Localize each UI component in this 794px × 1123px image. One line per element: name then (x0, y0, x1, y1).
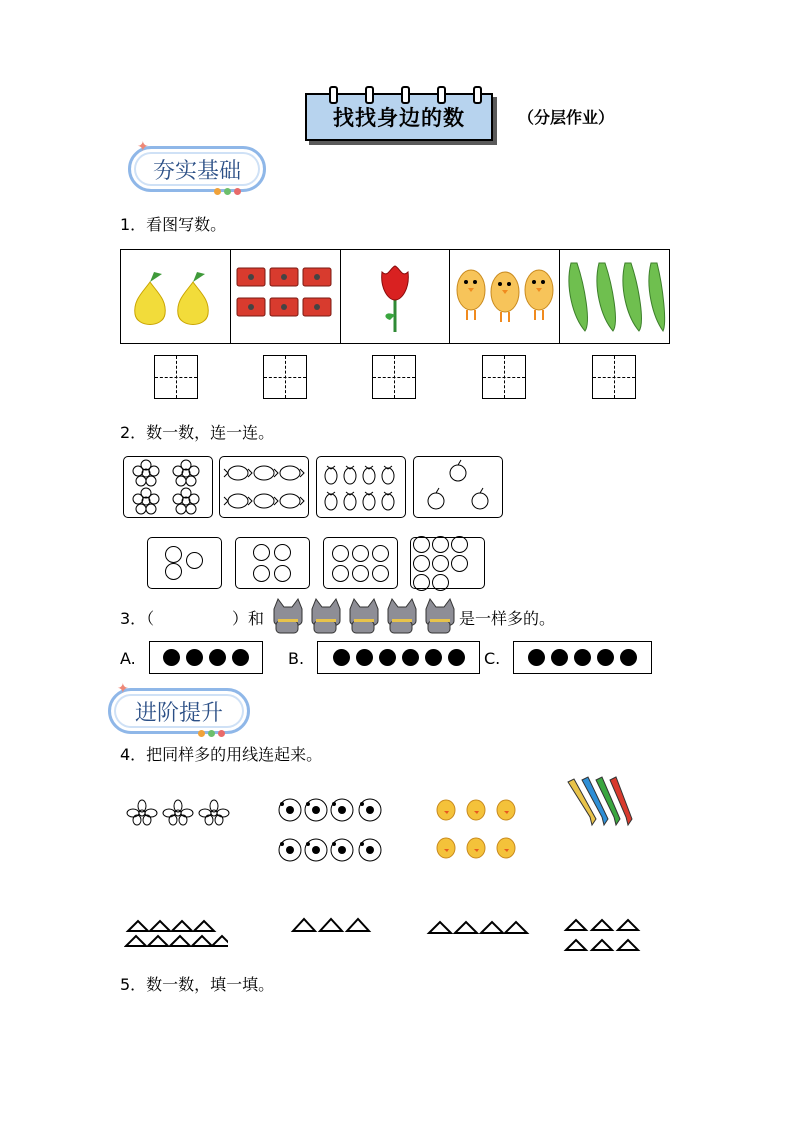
question-3-suffix: 是一样多的。 (459, 609, 556, 628)
q1-answer-box-3[interactable] (372, 355, 416, 399)
pear-cell (121, 250, 231, 343)
rose-cell (341, 250, 451, 343)
q1-answer-box-1[interactable] (154, 355, 198, 399)
option-b-box[interactable] (317, 641, 480, 674)
section-title-basic: 夯实基础 (152, 158, 241, 184)
q2-circles-4[interactable] (235, 537, 310, 589)
flower-icon (124, 457, 212, 517)
question-2: 2．数一数，连一连。 (120, 423, 275, 442)
q2-circles-8[interactable] (410, 537, 485, 589)
chick-cell (450, 250, 560, 343)
q2-circles-6[interactable] (323, 537, 398, 589)
q1-answer-box-2[interactable] (263, 355, 307, 399)
q2-candy-card[interactable] (219, 456, 309, 518)
q4-flowers-icon (124, 798, 234, 828)
section-badge-basic: ✦ 夯实基础 (128, 146, 266, 192)
title-text: 找找身边的数 (333, 106, 465, 130)
q1-answer-box-4[interactable] (482, 355, 526, 399)
pineapple-icon (317, 457, 405, 517)
q1-answer-box-5[interactable] (592, 355, 636, 399)
apple-icon (414, 457, 502, 517)
question-1: 1．看图写数。 (120, 215, 227, 234)
q2-flower-card[interactable] (123, 456, 213, 518)
q2-circles-3[interactable] (147, 537, 222, 589)
pencil-sharpener-icon (233, 260, 337, 334)
option-a-box[interactable] (149, 641, 263, 674)
q2-apple-card[interactable] (413, 456, 503, 518)
candy-icon (220, 457, 308, 517)
pear-icon (125, 262, 225, 332)
option-b-label: B. (288, 649, 305, 668)
sharpener-cell (231, 250, 341, 343)
pea-cell (560, 250, 669, 343)
question-3-middle: ）和 (232, 609, 265, 628)
option-c-box[interactable] (513, 641, 652, 674)
subtitle: （分层作业） (518, 108, 615, 127)
chick-icon (453, 260, 557, 334)
option-c-label: C. (484, 649, 501, 668)
q4-chicks-icon (432, 798, 522, 864)
option-a-label: A. (120, 649, 136, 668)
pea-pod-icon (563, 257, 667, 337)
q4-pencils-icon (564, 776, 636, 828)
page-title (305, 93, 493, 141)
question-5: 5．数一数，填一填。 (120, 975, 275, 994)
question-4: 4．把同样多的用线连起来。 (120, 745, 323, 764)
section-badge-advanced: ✦ 进阶提升 (108, 688, 250, 734)
q4-triangles-4-icon (426, 918, 530, 936)
rose-icon (370, 260, 420, 334)
q1-picture-row (120, 249, 670, 344)
q4-triangles-6-icon (562, 914, 644, 954)
section-title-advanced: 进阶提升 (134, 700, 223, 726)
cat-icon-row (268, 597, 460, 635)
q4-soccer-balls-icon (276, 796, 388, 864)
q4-triangles-9-icon (124, 916, 228, 948)
q4-triangles-3-icon (290, 914, 374, 934)
question-3-prefix: 3．（ (120, 609, 155, 628)
q2-pineapple-card[interactable] (316, 456, 406, 518)
